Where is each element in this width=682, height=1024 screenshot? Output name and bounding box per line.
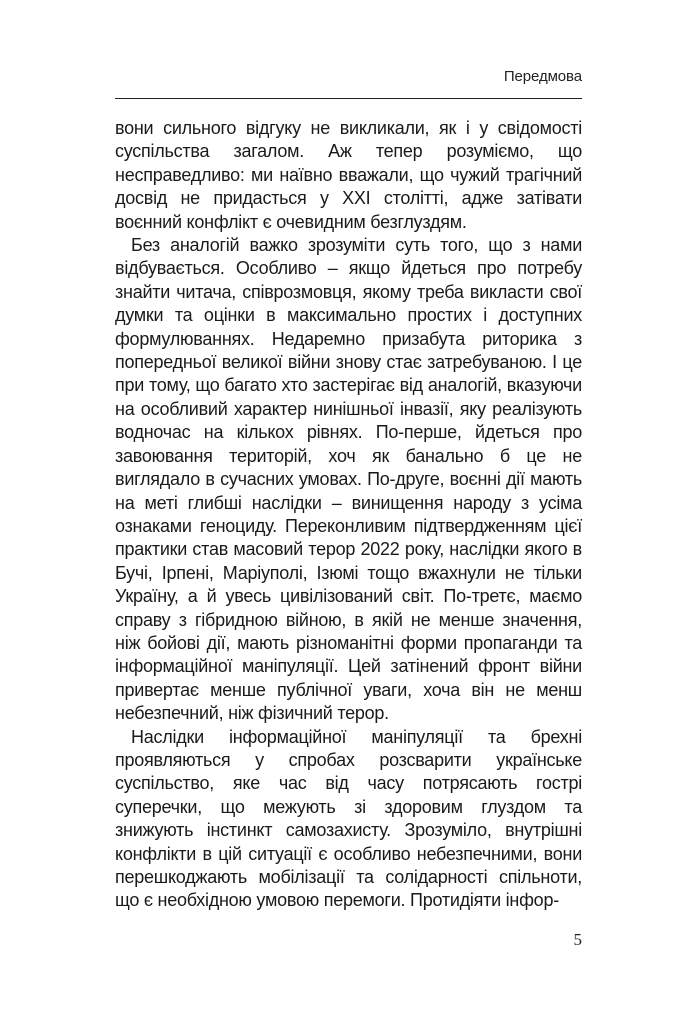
- page-number: 5: [573, 930, 582, 949]
- header-rule: [115, 98, 582, 99]
- paragraph-2: Без аналогій важко зрозуміти суть того, що з нами відбувається. Особливо – якщо йдеться про потребу знайти читача, співрозмовця, якому треба викласти свої думки та оцінки в максимально простих і доступних формулюваннях. Недаремно призабута риторика з попередньої великої війни знову стає затребуваною. І це при тому, що багато хто застерігає від аналогій, вказуючи на особливий характер нинішньої інвазії, яку реалізують водночас на кількох рівнях. По-перше, йдеться про завоювання територій, хоч як банально б це не виглядало в сучасних умовах. По-друге, воєнні дії мають на меті глибші наслідки – винищення народу з усіма ознаками геноциду. Переконливим підтвердженням цієї практики став масовий терор 2022 року, наслідки якого в Бучі, Ірпені, Маріуполі, Ізюмі тощо вжахнули не тільки Україну, а й увесь цивілізований світ. По-третє, маємо справу з гібридною війною, в якій не менше значення, ніж бойові дії, мають різноманітні форми пропаганди та інформаційної маніпуляції. Цей затінений фронт війни привертає менше публічної уваги, хоча він не менш небезпечний, ніж фізичний терор.: [115, 235, 582, 724]
- paragraph-3: Наслідки інформаційної маніпуляції та брехні проявляються у спробах розсварити українське суспільство, яке час від часу потрясають гострі суперечки, що межують зі здоровим глуздом та знижують інстинкт самозахисту. Зрозуміло, внутрішні конфлікти в цій ситуації є особливо небезпечними, вони перешкоджають мобілізації та солідарності спільноти, що є необхідною умовою перемоги. Протидіяти інфор-: [115, 726, 582, 911]
- running-header: Передмова: [503, 68, 582, 85]
- paragraph-1: вони сильного відгуку не викликали, як і у свідомості суспільства загалом. Аж тепер розуміємо, що несправедливо: ми наївно вважали, що чужий трагічний досвід не придасться у ХХІ столітті, адже затівати воєнний конфлікт є очевидним безглуздям.: [115, 118, 582, 232]
- body-text: [115, 117, 582, 913]
